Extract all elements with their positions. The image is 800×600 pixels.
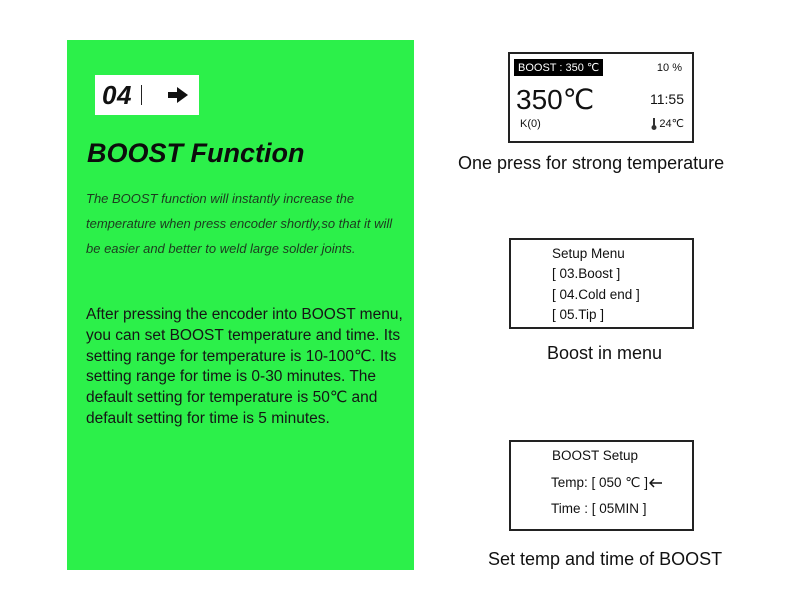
clock-time: 11:55 <box>650 91 684 107</box>
arrow-left-icon <box>649 478 662 488</box>
boost-temp-label: Temp: [ 050 ℃ ] <box>551 475 648 490</box>
page-title: BOOST Function <box>87 138 305 168</box>
boost-time-row: Time : [ 05MIN ] <box>551 501 647 516</box>
step-divider <box>141 85 142 105</box>
main-screen-caption: One press for strong temperature <box>458 153 725 173</box>
setup-menu-caption: Boost in menu <box>547 343 663 363</box>
description-text: After pressing the encoder into BOOST menu, you can set BOOST temperature and time. Its setting range for temperature is 10-100℃. Its setting range for time is 0-30 minutes. The default setting for temperature is 50℃ and default setting for time is 5 minutes. <box>86 306 403 427</box>
boost-info-panel <box>67 40 414 570</box>
boost-setup-caption: Set temp and time of BOOST <box>488 549 723 569</box>
step-indicator <box>95 75 199 115</box>
current-temperature: 350℃ <box>516 84 595 115</box>
ambient-temperature <box>651 117 684 130</box>
intro-text: The BOOST function will instantly increase the temperature when press encoder shortly,so that it will be easier and better to weld large solder joints. <box>86 191 393 256</box>
menu-header: Setup Menu <box>552 246 625 261</box>
power-percent: 10 % <box>656 62 682 74</box>
boost-badge: BOOST : 350 ℃ <box>514 59 603 76</box>
menu-item-cold-end: [ 04.Cold end ] <box>552 287 640 302</box>
setup-menu-display <box>509 238 694 329</box>
sensor-type: K(0) <box>520 118 541 130</box>
boost-setup-display <box>509 440 694 531</box>
step-number: 04 <box>102 79 132 110</box>
menu-item-boost: [ 03.Boost ] <box>552 266 621 281</box>
boost-setup-header: BOOST Setup <box>552 448 639 463</box>
main-screen-display <box>508 52 694 143</box>
thermometer-icon <box>651 118 657 130</box>
arrow-right-icon <box>168 87 188 103</box>
menu-item-tip: [ 05.Tip ] <box>552 307 605 322</box>
ambient-temperature-value: 24℃ <box>659 118 684 130</box>
boost-temp-row <box>551 475 662 491</box>
